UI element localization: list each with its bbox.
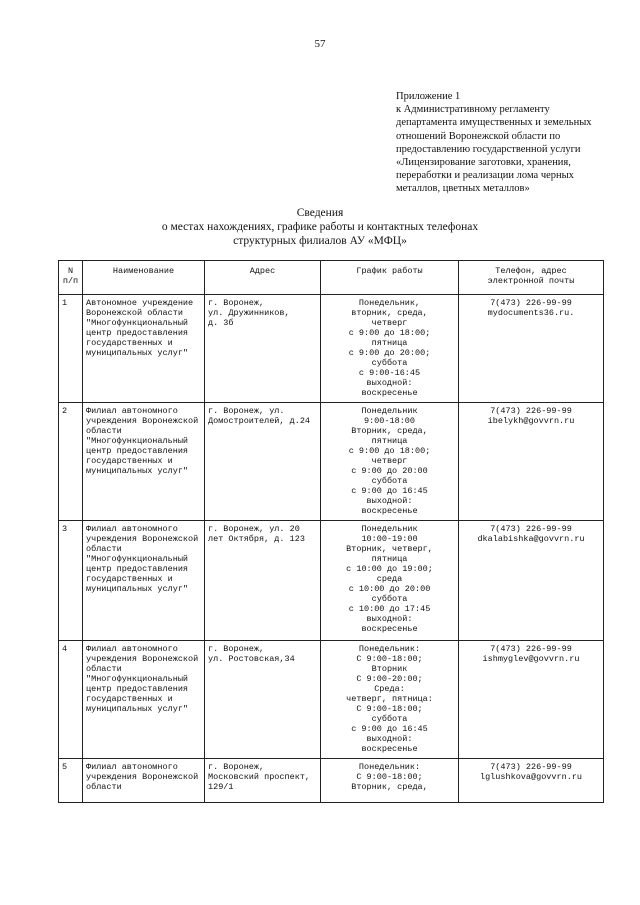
row-schedule: Понедельник: С 9:00-18:00; Вторник С 9:00-20:00; Среда: четверг, пятница: С 9:00-18:00; суббота с 9:00 до 16:45 выходной: воскресенье — [321, 641, 459, 759]
row-num: 5 — [59, 759, 83, 803]
table-row — [59, 641, 604, 759]
row-name: Филиал автономного учреждения Воронежской области "Многофункциональный центр предоставления государственных и муниципальных услуг" — [83, 641, 205, 759]
row-num: 4 — [59, 641, 83, 759]
header-name: Наименование — [83, 261, 205, 295]
appendix-block — [396, 90, 626, 196]
row-address: г. Воронеж, ул. 20 лет Октября, д. 123 — [205, 521, 321, 641]
table-row — [59, 521, 604, 641]
row-contacts — [459, 295, 604, 403]
row-schedule: Понедельник: С 9:00-18:00; Вторник, среда, — [321, 759, 459, 803]
row-num: 3 — [59, 521, 83, 641]
row-address: г. Воронеж, ул. Дружинников, д. 3б — [205, 295, 321, 403]
row-name: Филиал автономного учреждения Воронежской области "Многофункциональный центр предоставления государственных и муниципальных услуг" — [83, 403, 205, 521]
header-num: N п/п — [59, 261, 83, 295]
row-schedule: Понедельник 10:00-19:00 Вторник, четверг, пятница с 10:00 до 19:00; среда с 10:00 до 20:00 суббота с 10:00 до 17:45 выходной: воскресенье — [321, 521, 459, 641]
email-address: ishmyglev@govvrn.ru — [482, 654, 580, 664]
email-address: lglushkova@govvrn.ru — [479, 772, 583, 782]
row-address: г. Воронеж, ул. Домостроителей, д.24 — [205, 403, 321, 521]
table-row — [59, 403, 604, 521]
row-address: г. Воронеж, ул. Ростовская,34 — [205, 641, 321, 759]
phone-number: 7(473) 226-99-99 — [490, 762, 572, 772]
row-schedule: Понедельник, вторник, среда, четверг с 9:00 до 18:00; пятница с 9:00 до 20:00; суббота с 9:00-16:45 выходной: воскресенье — [321, 295, 459, 403]
document-heading — [0, 206, 640, 248]
phone-number: 7(473) 226-99-99 — [490, 298, 572, 308]
row-schedule: Понедельник 9:00-18:00 Вторник, среда, пятница с 9:00 до 18:00; четверг с 9:00 до 20:00 суббота с 9:00 до 16:45 выходной: воскресенье — [321, 403, 459, 521]
email-address: mydocuments36.ru. — [487, 308, 575, 318]
row-name: Автономное учреждение Воронежской области "Многофункциональный центр предоставления государственных и муниципальных услуг" — [83, 295, 205, 403]
row-num: 1 — [59, 295, 83, 403]
header-contacts: Телефон, адрес электронной почты — [459, 261, 604, 295]
email-address: dkalabishka@govvrn.ru — [477, 534, 585, 544]
header-schedule: График работы — [321, 261, 459, 295]
heading-subtitle-line: о местах нахождениях, графике работы и контактных телефонах — [161, 221, 479, 233]
appendix-line: металлов, цветных металлов» — [396, 183, 530, 195]
row-address: г. Воронеж, Московский проспект, 129/1 — [205, 759, 321, 803]
table-row — [59, 295, 604, 403]
phone-number: 7(473) 226-99-99 — [490, 406, 572, 416]
branches-table — [58, 260, 604, 803]
appendix-line: «Лицензирование заготовки, хранения, — [396, 157, 571, 169]
phone-number: 7(473) 226-99-99 — [490, 524, 572, 534]
email-address: ibelykh@govvrn.ru — [487, 416, 575, 426]
appendix-line: департамента имущественных и земельных — [396, 117, 592, 129]
page-number: 57 — [314, 38, 326, 50]
appendix-line: к Административному регламенту — [396, 104, 550, 116]
heading-subtitle-line: структурных филиалов АУ «МФЦ» — [233, 235, 407, 247]
phone-number: 7(473) 226-99-99 — [490, 644, 572, 654]
appendix-line: переработки и реализации лома черных — [396, 170, 574, 182]
row-contacts — [459, 403, 604, 521]
heading-title: Сведения — [296, 207, 344, 219]
row-contacts — [459, 641, 604, 759]
table-header-row — [59, 261, 604, 295]
row-contacts — [459, 521, 604, 641]
appendix-line: отношений Воронежской области по — [396, 130, 561, 142]
row-num: 2 — [59, 403, 83, 521]
appendix-line: Приложение 1 — [396, 91, 461, 102]
header-address: Адрес — [205, 261, 321, 295]
row-contacts — [459, 759, 604, 803]
appendix-line: предоставлению государственной услуги — [396, 143, 581, 155]
row-name: Филиал автономного учреждения Воронежской области — [83, 759, 205, 803]
row-name: Филиал автономного учреждения Воронежской области "Многофункциональный центр предоставления государственных и муниципальных услуг" — [83, 521, 205, 641]
table-row — [59, 759, 604, 803]
